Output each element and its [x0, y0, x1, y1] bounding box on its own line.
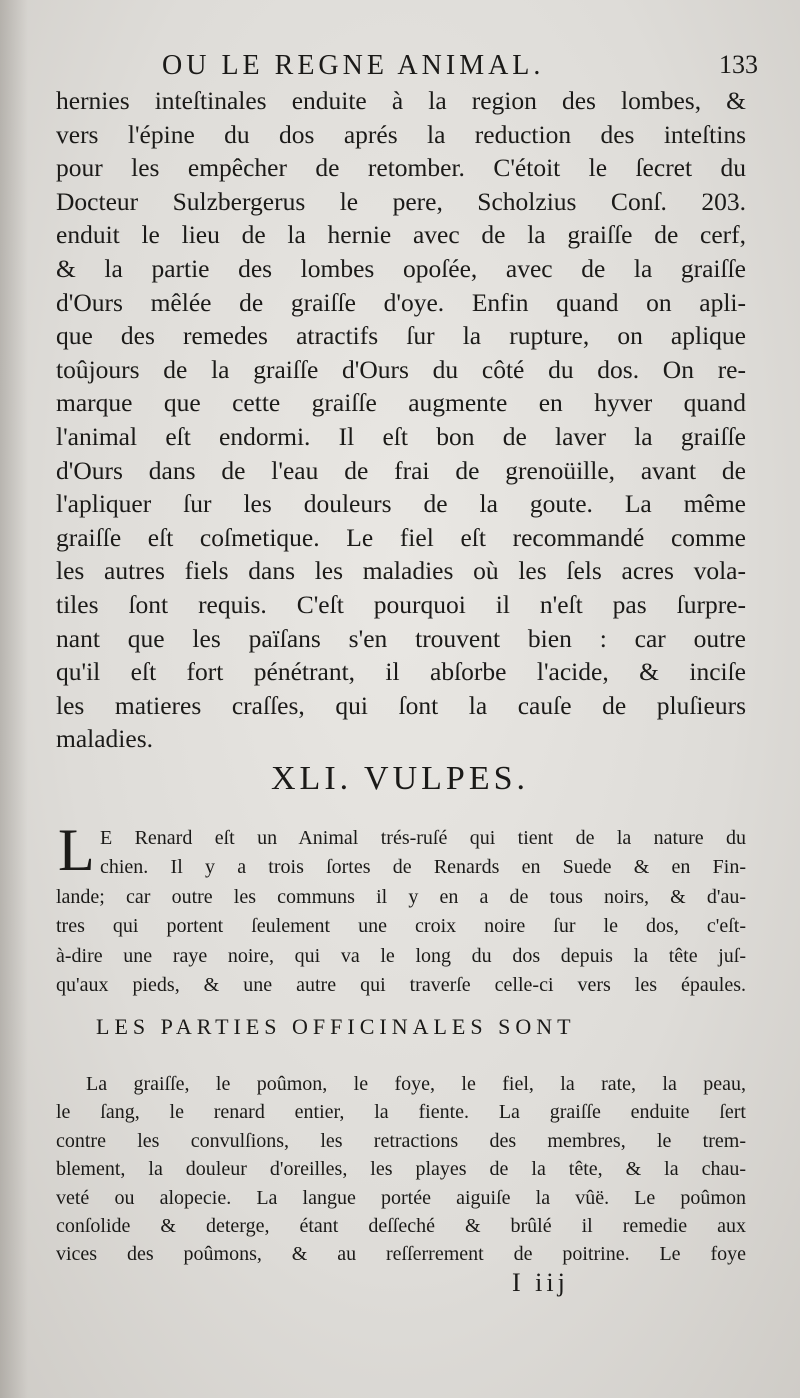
text-line: les autres fiels dans les maladies où les ſels acres vola-: [56, 556, 746, 586]
text-line: nant que les païſans s'en trouvent bien : car outre: [56, 623, 746, 653]
text-line: vices des poûmons, & au reſſerrement de poitrine. Le foye: [56, 1243, 746, 1266]
text-line: Docteur Sulzbergerus le pere, Scholzius Conſ. 203.: [56, 186, 746, 216]
text-line: l'apliquer ſur les douleurs de la goute. La même: [56, 489, 746, 519]
paragraph-bear-fat: [56, 84, 746, 756]
text-line: hernies inteſtinales enduite à la region des lombes, &: [56, 86, 746, 115]
text-line: le ſang, le renard entier, la fiente. La graiſſe enduite ſert: [56, 1101, 746, 1124]
paragraph-fox-intro: [56, 824, 746, 1000]
text-line: l'animal eſt endormi. Il eſt bon de laver la graiſſe: [56, 421, 746, 451]
text-line: chien. Il y a trois ſortes de Renards en Suede & en Fin-: [100, 856, 746, 879]
running-title: OU LE REGNE ANIMAL.: [162, 50, 545, 81]
text-line: & la partie des lombes opoſée, avec de la graiſſe: [56, 253, 746, 283]
text-line: maladies.: [56, 724, 154, 754]
text-line: d'Ours dans de l'eau de frai de grenoüille, avant de: [56, 455, 746, 485]
page-gutter-shadow: [0, 0, 28, 1398]
text-line: d'Ours mêlée de graiſſe d'oye. Enfin quand on apli-: [56, 287, 746, 317]
text-line: blement, la douleur d'oreilles, les playes de la tête, & la chau-: [56, 1158, 746, 1181]
text-line: que des remedes atractifs ſur la rupture, on aplique: [56, 321, 746, 351]
drop-cap: L: [58, 817, 95, 883]
text-line: conſolide & deterge, étant deſſeché & brûlé il remedie aux: [56, 1214, 746, 1237]
section-title: XLI. VULPES.: [271, 760, 529, 797]
text-line: à-dire une raye noire, qui va le long du dos depuis la tête juſ-: [56, 944, 746, 967]
text-line: veté ou alopecie. La langue portée aiguiſe la vûë. Le poûmon: [56, 1186, 746, 1209]
text-line: enduit le lieu de la hernie avec de la graiſſe de cerf,: [56, 220, 746, 250]
text-line: qu'aux pieds, & une autre qui traverſe celle-ci vers les épaules.: [56, 973, 746, 996]
text-line: vers l'épine du dos aprés la reduction des inteſtins: [56, 119, 746, 149]
text-line: La graiſſe, le poûmon, le foye, le fiel, la rate, la peau,: [86, 1073, 746, 1095]
text-line: graiſſe eſt coſmetique. Le fiel eſt recommandé comme: [56, 522, 746, 552]
text-line: tres qui portent ſeulement une croix noire ſur le dos, c'eſt-: [56, 915, 746, 938]
signature-mark: I iij: [512, 1268, 569, 1297]
subheading: LES PARTIES OFFICINALES SONT: [96, 1014, 576, 1039]
text-line: tiles ſont requis. C'eſt pourquoi il n'eſt pas ſurpre-: [56, 589, 746, 619]
text-line: pour les empêcher de retomber. C'étoit le ſecret du: [56, 153, 746, 183]
paragraph-fox-parts: [56, 1070, 746, 1269]
text-line: marque que cette graiſſe augmente en hyver quand: [56, 388, 746, 418]
text-line: E Renard eſt un Animal trés-ruſé qui tient de la nature du: [100, 827, 746, 849]
page-header: [150, 50, 770, 84]
text-line: lande; car outre les communs il y en a de tous noirs, & d'au-: [56, 885, 746, 908]
text-line: qu'il eſt fort pénétrant, il abſorbe l'acide, & inciſe: [56, 657, 746, 687]
page-number: 133: [719, 50, 758, 79]
text-line: contre les convulſions, les retractions des membres, le trem-: [56, 1129, 746, 1152]
text-line: les matieres craſſes, qui ſont la cauſe de pluſieurs: [56, 690, 746, 720]
text-line: toûjours de la graiſſe d'Ours du côté du dos. On re-: [56, 354, 746, 384]
